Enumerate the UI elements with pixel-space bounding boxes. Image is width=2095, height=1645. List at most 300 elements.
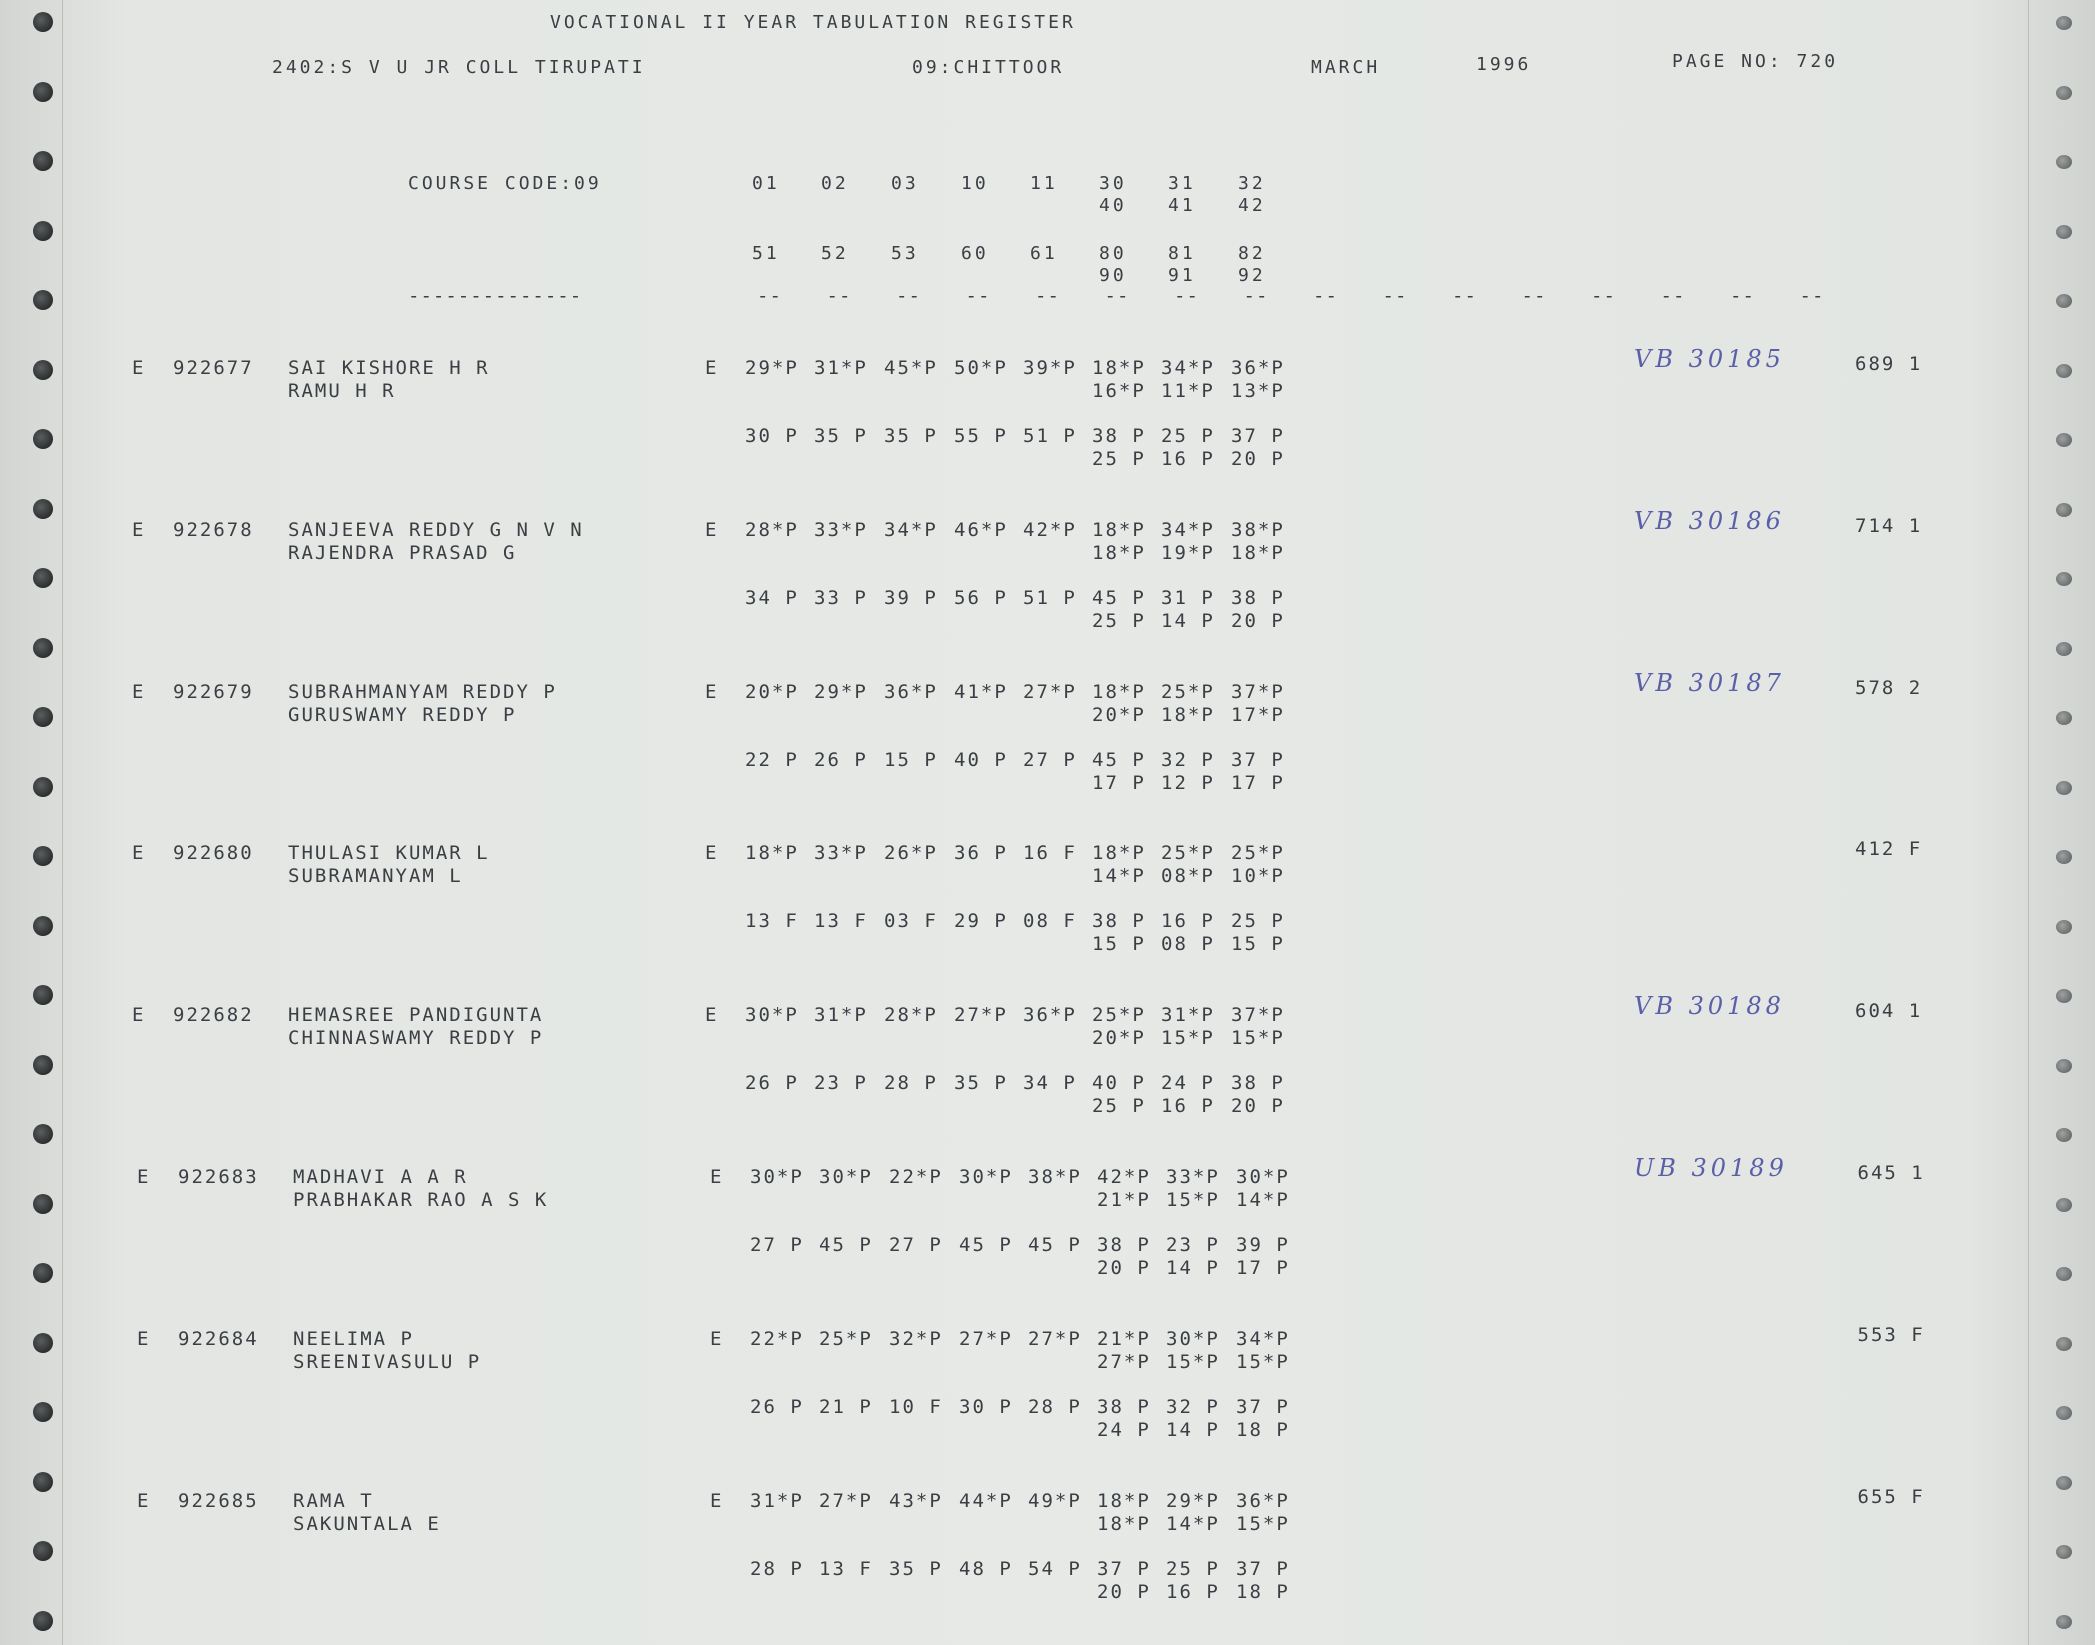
mark-cell: 27*P (819, 1490, 873, 1512)
mark-cell: 30*P (959, 1166, 1013, 1188)
exam-flag: E (705, 1004, 719, 1026)
mark-cell: 37*P (1231, 681, 1285, 703)
mark-cell: 33*P (1166, 1166, 1220, 1188)
college-name: 2402:S V U JR COLL TIRUPATI (272, 57, 646, 78)
register-title: VOCATIONAL II YEAR TABULATION REGISTER (550, 12, 1076, 33)
right-margin-line (2028, 0, 2029, 1645)
column-separator: -- (1035, 285, 1060, 307)
handwritten-note: VB 30188 (1634, 992, 1785, 1020)
roll-number: 922685 (178, 1490, 259, 1512)
total-result: 604 1 (1855, 1000, 1923, 1022)
student-name: THULASI KUMAR L (288, 842, 490, 864)
student-name: NEELIMA P (293, 1328, 414, 1350)
roll-number: 922678 (173, 519, 254, 541)
mark-cell: 38 P (1092, 425, 1146, 447)
mark-cell: 25*P (819, 1328, 873, 1350)
parent-name: RAMU H R (288, 380, 396, 402)
mark-cell: 36 P (954, 842, 1008, 864)
mark-cell: 30*P (1166, 1328, 1220, 1350)
mark-cell: 34*P (1236, 1328, 1290, 1350)
mark-cell: 20 P (1097, 1257, 1151, 1279)
feed-hole-right (2056, 503, 2072, 517)
mark-cell: 27*P (954, 1004, 1008, 1026)
mark-cell: 14*P (1092, 865, 1146, 887)
course-code-cell: 02 (821, 173, 849, 194)
feed-hole-right (2056, 1198, 2072, 1212)
total-result: 714 1 (1855, 515, 1923, 537)
mark-cell: 15*P (1166, 1351, 1220, 1373)
course-code-cell: 11 (1030, 173, 1058, 194)
feed-hole-left (33, 1472, 53, 1492)
parent-name: PRABHAKAR RAO A S K (293, 1189, 549, 1211)
mark-cell: 15 P (1092, 933, 1146, 955)
mark-cell: 42*P (1023, 519, 1077, 541)
feed-hole-right (2056, 1545, 2072, 1559)
mark-cell: 27*P (1028, 1328, 1082, 1350)
feed-hole-left (33, 638, 53, 658)
mark-cell: 55 P (954, 425, 1008, 447)
feed-hole-right (2056, 86, 2072, 100)
mark-cell: 30 P (959, 1396, 1013, 1418)
exam-flag: E (705, 842, 719, 864)
mark-cell: 20 P (1231, 448, 1285, 470)
mark-cell: 32 P (1161, 749, 1215, 771)
column-separator: -- (965, 285, 991, 307)
feed-hole-right (2056, 225, 2072, 239)
mark-cell: 31*P (814, 357, 868, 379)
exam-flag: E (705, 357, 719, 379)
parent-name: RAJENDRA PRASAD G (288, 542, 517, 564)
mark-cell: 17 P (1236, 1257, 1290, 1279)
mark-cell: 38*P (1028, 1166, 1082, 1188)
column-separator: -- (757, 285, 782, 307)
mark-cell: 03 F (884, 910, 938, 932)
category-code: E (132, 357, 146, 379)
parent-name: CHINNASWAMY REDDY P (288, 1027, 544, 1049)
feed-hole-right (2056, 642, 2072, 656)
mark-cell: 45 P (959, 1234, 1013, 1256)
mark-cell: 16*P (1092, 380, 1146, 402)
exam-flag: E (710, 1328, 724, 1350)
mark-cell: 15*P (1236, 1513, 1290, 1535)
mark-cell: 16 F (1023, 842, 1077, 864)
mark-cell: 15*P (1161, 1027, 1215, 1049)
feed-hole-right (2056, 850, 2072, 864)
mark-cell: 37 P (1231, 425, 1285, 447)
mark-cell: 25*P (1231, 842, 1285, 864)
mark-cell: 45*P (884, 357, 938, 379)
course-code-cell: 30 (1099, 173, 1127, 194)
mark-cell: 35 P (889, 1558, 943, 1580)
feed-hole-left (33, 1333, 53, 1353)
mark-cell: 45 P (1092, 587, 1146, 609)
category-code: E (132, 519, 146, 541)
feed-hole-right (2056, 1059, 2072, 1073)
mark-cell: 17*P (1231, 704, 1285, 726)
course-code-cell: 40 (1099, 195, 1127, 216)
feed-hole-right (2056, 1267, 2072, 1281)
mark-cell: 21*P (1097, 1189, 1151, 1211)
column-separator: -- (1313, 285, 1338, 307)
student-name: MADHAVI A A R (293, 1166, 468, 1188)
course-code-cell: 51 (752, 243, 780, 264)
mark-cell: 54 P (1028, 1558, 1082, 1580)
course-code-cell: 90 (1099, 265, 1127, 286)
handwritten-note: VB 30185 (1634, 345, 1785, 373)
mark-cell: 22 P (745, 749, 799, 771)
student-name: SUBRAHMANYAM REDDY P (288, 681, 557, 703)
feed-hole-left (33, 1055, 53, 1075)
mark-cell: 34*P (884, 519, 938, 541)
mark-cell: 22*P (889, 1166, 943, 1188)
mark-cell: 27 P (750, 1234, 804, 1256)
mark-cell: 27*P (959, 1328, 1013, 1350)
parent-name: SAKUNTALA E (293, 1513, 441, 1535)
mark-cell: 15*P (1236, 1351, 1290, 1373)
mark-cell: 18*P (1092, 842, 1146, 864)
mark-cell: 28 P (884, 1072, 938, 1094)
course-code-cell: 52 (821, 243, 849, 264)
exam-flag: E (705, 519, 719, 541)
mark-cell: 25 P (1231, 910, 1285, 932)
feed-hole-left (33, 82, 53, 102)
mark-cell: 13 F (745, 910, 799, 932)
course-code-cell: 53 (891, 243, 919, 264)
mark-cell: 45 P (1092, 749, 1146, 771)
mark-cell: 29*P (745, 357, 799, 379)
feed-hole-right (2056, 1406, 2072, 1420)
mark-cell: 21*P (1097, 1328, 1151, 1350)
student-name: SANJEEVA REDDY G N V N (288, 519, 584, 541)
feed-hole-left (33, 846, 53, 866)
mark-cell: 25*P (1092, 1004, 1146, 1026)
feed-hole-left (33, 1402, 53, 1422)
mark-cell: 40 P (954, 749, 1008, 771)
handwritten-note: VB 30187 (1634, 669, 1785, 697)
mark-cell: 19*P (1161, 542, 1215, 564)
mark-cell: 36*P (1236, 1490, 1290, 1512)
course-code-cell: 60 (961, 243, 989, 264)
mark-cell: 08*P (1161, 865, 1215, 887)
mark-cell: 45 P (1028, 1234, 1082, 1256)
mark-cell: 56 P (954, 587, 1008, 609)
parent-name: SUBRAMANYAM L (288, 865, 463, 887)
mark-cell: 10*P (1231, 865, 1285, 887)
feed-hole-left (33, 568, 53, 588)
parent-name: GURUSWAMY REDDY P (288, 704, 517, 726)
mark-cell: 44*P (959, 1490, 1013, 1512)
mark-cell: 26 P (750, 1396, 804, 1418)
course-code-underline: -------------- (408, 285, 583, 307)
total-result: 689 1 (1855, 353, 1923, 375)
mark-cell: 37 P (1236, 1396, 1290, 1418)
feed-hole-right (2056, 1615, 2072, 1629)
feed-hole-left (33, 1611, 53, 1631)
mark-cell: 40 P (1092, 1072, 1146, 1094)
column-separator: -- (1243, 285, 1269, 307)
mark-cell: 26 P (745, 1072, 799, 1094)
course-code-cell: 81 (1168, 243, 1196, 264)
handwritten-note: VB 30186 (1634, 507, 1785, 535)
column-separator: -- (1521, 285, 1547, 307)
feed-hole-left (33, 707, 53, 727)
course-code-cell: 10 (961, 173, 989, 194)
feed-hole-right (2056, 155, 2072, 169)
mark-cell: 18*P (745, 842, 799, 864)
mark-cell: 20*P (745, 681, 799, 703)
mark-cell: 14 P (1161, 610, 1215, 632)
mark-cell: 35 P (814, 425, 868, 447)
feed-hole-left (33, 360, 53, 380)
student-name: RAMA T (293, 1490, 374, 1512)
feed-hole-left (33, 1541, 53, 1561)
mark-cell: 29*P (814, 681, 868, 703)
mark-cell: 26*P (884, 842, 938, 864)
exam-month: MARCH (1311, 57, 1381, 78)
mark-cell: 38 P (1092, 910, 1146, 932)
feed-hole-left (33, 221, 53, 241)
mark-cell: 30*P (745, 1004, 799, 1026)
mark-cell: 23 P (1166, 1234, 1220, 1256)
mark-cell: 17 P (1231, 772, 1285, 794)
total-result: 655 F (1857, 1486, 1925, 1508)
course-code-cell: 01 (752, 173, 780, 194)
exam-flag: E (705, 681, 719, 703)
mark-cell: 10 F (889, 1396, 943, 1418)
exam-year: 1996 (1476, 54, 1532, 75)
student-name: HEMASREE PANDIGUNTA (288, 1004, 544, 1026)
mark-cell: 42*P (1097, 1166, 1151, 1188)
mark-cell: 28*P (884, 1004, 938, 1026)
column-separator: -- (1799, 285, 1825, 307)
left-margin-line (62, 0, 63, 1645)
feed-hole-right (2056, 920, 2072, 934)
feed-hole-left (33, 499, 53, 519)
page-number: PAGE NO: 720 (1672, 51, 1839, 72)
feed-hole-left (33, 777, 53, 797)
mark-cell: 13*P (1231, 380, 1285, 402)
mark-cell: 36*P (1023, 1004, 1077, 1026)
mark-cell: 33*P (814, 519, 868, 541)
column-separator: -- (1382, 285, 1408, 307)
feed-hole-left (33, 429, 53, 449)
mark-cell: 14*P (1166, 1513, 1220, 1535)
mark-cell: 18*P (1092, 519, 1146, 541)
student-name: SAI KISHORE H R (288, 357, 490, 379)
course-code-cell: 32 (1238, 173, 1266, 194)
mark-cell: 24 P (1097, 1419, 1151, 1441)
mark-cell: 46*P (954, 519, 1008, 541)
feed-hole-right (2056, 711, 2072, 725)
mark-cell: 30*P (750, 1166, 804, 1188)
mark-cell: 30*P (1236, 1166, 1290, 1188)
mark-cell: 35 P (884, 425, 938, 447)
mark-cell: 18*P (1097, 1490, 1151, 1512)
total-result: 412 F (1855, 838, 1923, 860)
course-code-cell: 61 (1030, 243, 1058, 264)
mark-cell: 12 P (1161, 772, 1215, 794)
mark-cell: 30*P (819, 1166, 873, 1188)
mark-cell: 20 P (1231, 610, 1285, 632)
mark-cell: 18*P (1092, 357, 1146, 379)
mark-cell: 37 P (1231, 749, 1285, 771)
mark-cell: 13 F (819, 1558, 873, 1580)
feed-hole-right (2056, 1128, 2072, 1142)
feed-hole-left (33, 916, 53, 936)
mark-cell: 38 P (1231, 1072, 1285, 1094)
mark-cell: 25 P (1166, 1558, 1220, 1580)
mark-cell: 30 P (745, 425, 799, 447)
mark-cell: 22*P (750, 1328, 804, 1350)
mark-cell: 34*P (1161, 357, 1215, 379)
mark-cell: 27*P (1097, 1351, 1151, 1373)
mark-cell: 13 F (814, 910, 868, 932)
mark-cell: 25*P (1161, 681, 1215, 703)
course-code-cell: 82 (1238, 243, 1266, 264)
mark-cell: 15 P (1231, 933, 1285, 955)
column-separator: -- (1591, 285, 1616, 307)
feed-hole-right (2056, 989, 2072, 1003)
mark-cell: 16 P (1166, 1581, 1220, 1603)
roll-number: 922679 (173, 681, 254, 703)
mark-cell: 38 P (1097, 1234, 1151, 1256)
mark-cell: 43*P (889, 1490, 943, 1512)
mark-cell: 37*P (1231, 1004, 1285, 1026)
course-code-cell: 31 (1168, 173, 1196, 194)
exam-flag: E (710, 1166, 724, 1188)
mark-cell: 18 P (1236, 1419, 1290, 1441)
roll-number: 922683 (178, 1166, 259, 1188)
course-code-cell: 42 (1238, 195, 1266, 216)
mark-cell: 38*P (1231, 519, 1285, 541)
parent-name: SREENIVASULU P (293, 1351, 482, 1373)
mark-cell: 28 P (750, 1558, 804, 1580)
mark-cell: 14*P (1236, 1189, 1290, 1211)
mark-cell: 34*P (1161, 519, 1215, 541)
mark-cell: 18*P (1092, 681, 1146, 703)
course-code-cell: 03 (891, 173, 919, 194)
mark-cell: 18*P (1231, 542, 1285, 564)
roll-number: 922682 (173, 1004, 254, 1026)
total-result: 553 F (1857, 1324, 1925, 1346)
course-code-cell: 92 (1238, 265, 1266, 286)
mark-cell: 33 P (814, 587, 868, 609)
feed-hole-right (2056, 781, 2072, 795)
column-separator: -- (896, 285, 921, 307)
mark-cell: 18*P (1092, 542, 1146, 564)
mark-cell: 16 P (1161, 448, 1215, 470)
category-code: E (132, 1004, 146, 1026)
mark-cell: 27 P (1023, 749, 1077, 771)
course-code-label: COURSE CODE:09 (408, 173, 602, 194)
mark-cell: 51 P (1023, 425, 1077, 447)
feed-hole-left (33, 985, 53, 1005)
feed-hole-right (2056, 1337, 2072, 1351)
column-separator: -- (1104, 285, 1130, 307)
mark-cell: 26 P (814, 749, 868, 771)
mark-cell: 08 P (1161, 933, 1215, 955)
mark-cell: 20 P (1231, 1095, 1285, 1117)
mark-cell: 45 P (819, 1234, 873, 1256)
mark-cell: 36*P (884, 681, 938, 703)
district-name: 09:CHITTOOR (912, 57, 1065, 78)
exam-flag: E (710, 1490, 724, 1512)
mark-cell: 31*P (750, 1490, 804, 1512)
category-code: E (132, 681, 146, 703)
mark-cell: 32*P (889, 1328, 943, 1350)
mark-cell: 39*P (1023, 357, 1077, 379)
feed-hole-right (2056, 433, 2072, 447)
mark-cell: 34 P (745, 587, 799, 609)
mark-cell: 50*P (954, 357, 1008, 379)
mark-cell: 14 P (1166, 1419, 1220, 1441)
mark-cell: 16 P (1161, 910, 1215, 932)
mark-cell: 27 P (889, 1234, 943, 1256)
feed-hole-left (33, 151, 53, 171)
mark-cell: 18*P (1161, 704, 1215, 726)
mark-cell: 29*P (1166, 1490, 1220, 1512)
mark-cell: 25 P (1092, 1095, 1146, 1117)
mark-cell: 36*P (1231, 357, 1285, 379)
roll-number: 922680 (173, 842, 254, 864)
course-code-cell: 41 (1168, 195, 1196, 216)
column-separator: -- (1452, 285, 1477, 307)
feed-hole-right (2056, 294, 2072, 308)
mark-cell: 20*P (1092, 1027, 1146, 1049)
mark-cell: 49*P (1028, 1490, 1082, 1512)
mark-cell: 14 P (1166, 1257, 1220, 1279)
mark-cell: 31*P (814, 1004, 868, 1026)
mark-cell: 28 P (1028, 1396, 1082, 1418)
mark-cell: 20 P (1097, 1581, 1151, 1603)
mark-cell: 15*P (1166, 1189, 1220, 1211)
mark-cell: 17 P (1092, 772, 1146, 794)
feed-hole-right (2056, 572, 2072, 586)
mark-cell: 27*P (1023, 681, 1077, 703)
category-code: E (137, 1166, 151, 1188)
mark-cell: 23 P (814, 1072, 868, 1094)
column-separator: -- (1730, 285, 1755, 307)
feed-hole-right (2056, 16, 2072, 30)
mark-cell: 37 P (1097, 1558, 1151, 1580)
mark-cell: 25 P (1092, 610, 1146, 632)
mark-cell: 34 P (1023, 1072, 1077, 1094)
feed-hole-right (2056, 1476, 2072, 1490)
mark-cell: 29 P (954, 910, 1008, 932)
mark-cell: 37 P (1236, 1558, 1290, 1580)
mark-cell: 18*P (1097, 1513, 1151, 1535)
feed-hole-left (33, 1263, 53, 1283)
column-separator: -- (1174, 285, 1199, 307)
roll-number: 922677 (173, 357, 254, 379)
feed-hole-left (33, 290, 53, 310)
mark-cell: 38 P (1231, 587, 1285, 609)
mark-cell: 31 P (1161, 587, 1215, 609)
mark-cell: 39 P (884, 587, 938, 609)
feed-hole-right (2056, 364, 2072, 378)
course-code-cell: 80 (1099, 243, 1127, 264)
total-result: 645 1 (1857, 1162, 1925, 1184)
mark-cell: 15 P (884, 749, 938, 771)
feed-hole-left (33, 1124, 53, 1144)
mark-cell: 32 P (1166, 1396, 1220, 1418)
feed-hole-left (33, 12, 53, 32)
course-code-cell: 91 (1168, 265, 1196, 286)
mark-cell: 31*P (1161, 1004, 1215, 1026)
mark-cell: 24 P (1161, 1072, 1215, 1094)
mark-cell: 28*P (745, 519, 799, 541)
mark-cell: 51 P (1023, 587, 1077, 609)
